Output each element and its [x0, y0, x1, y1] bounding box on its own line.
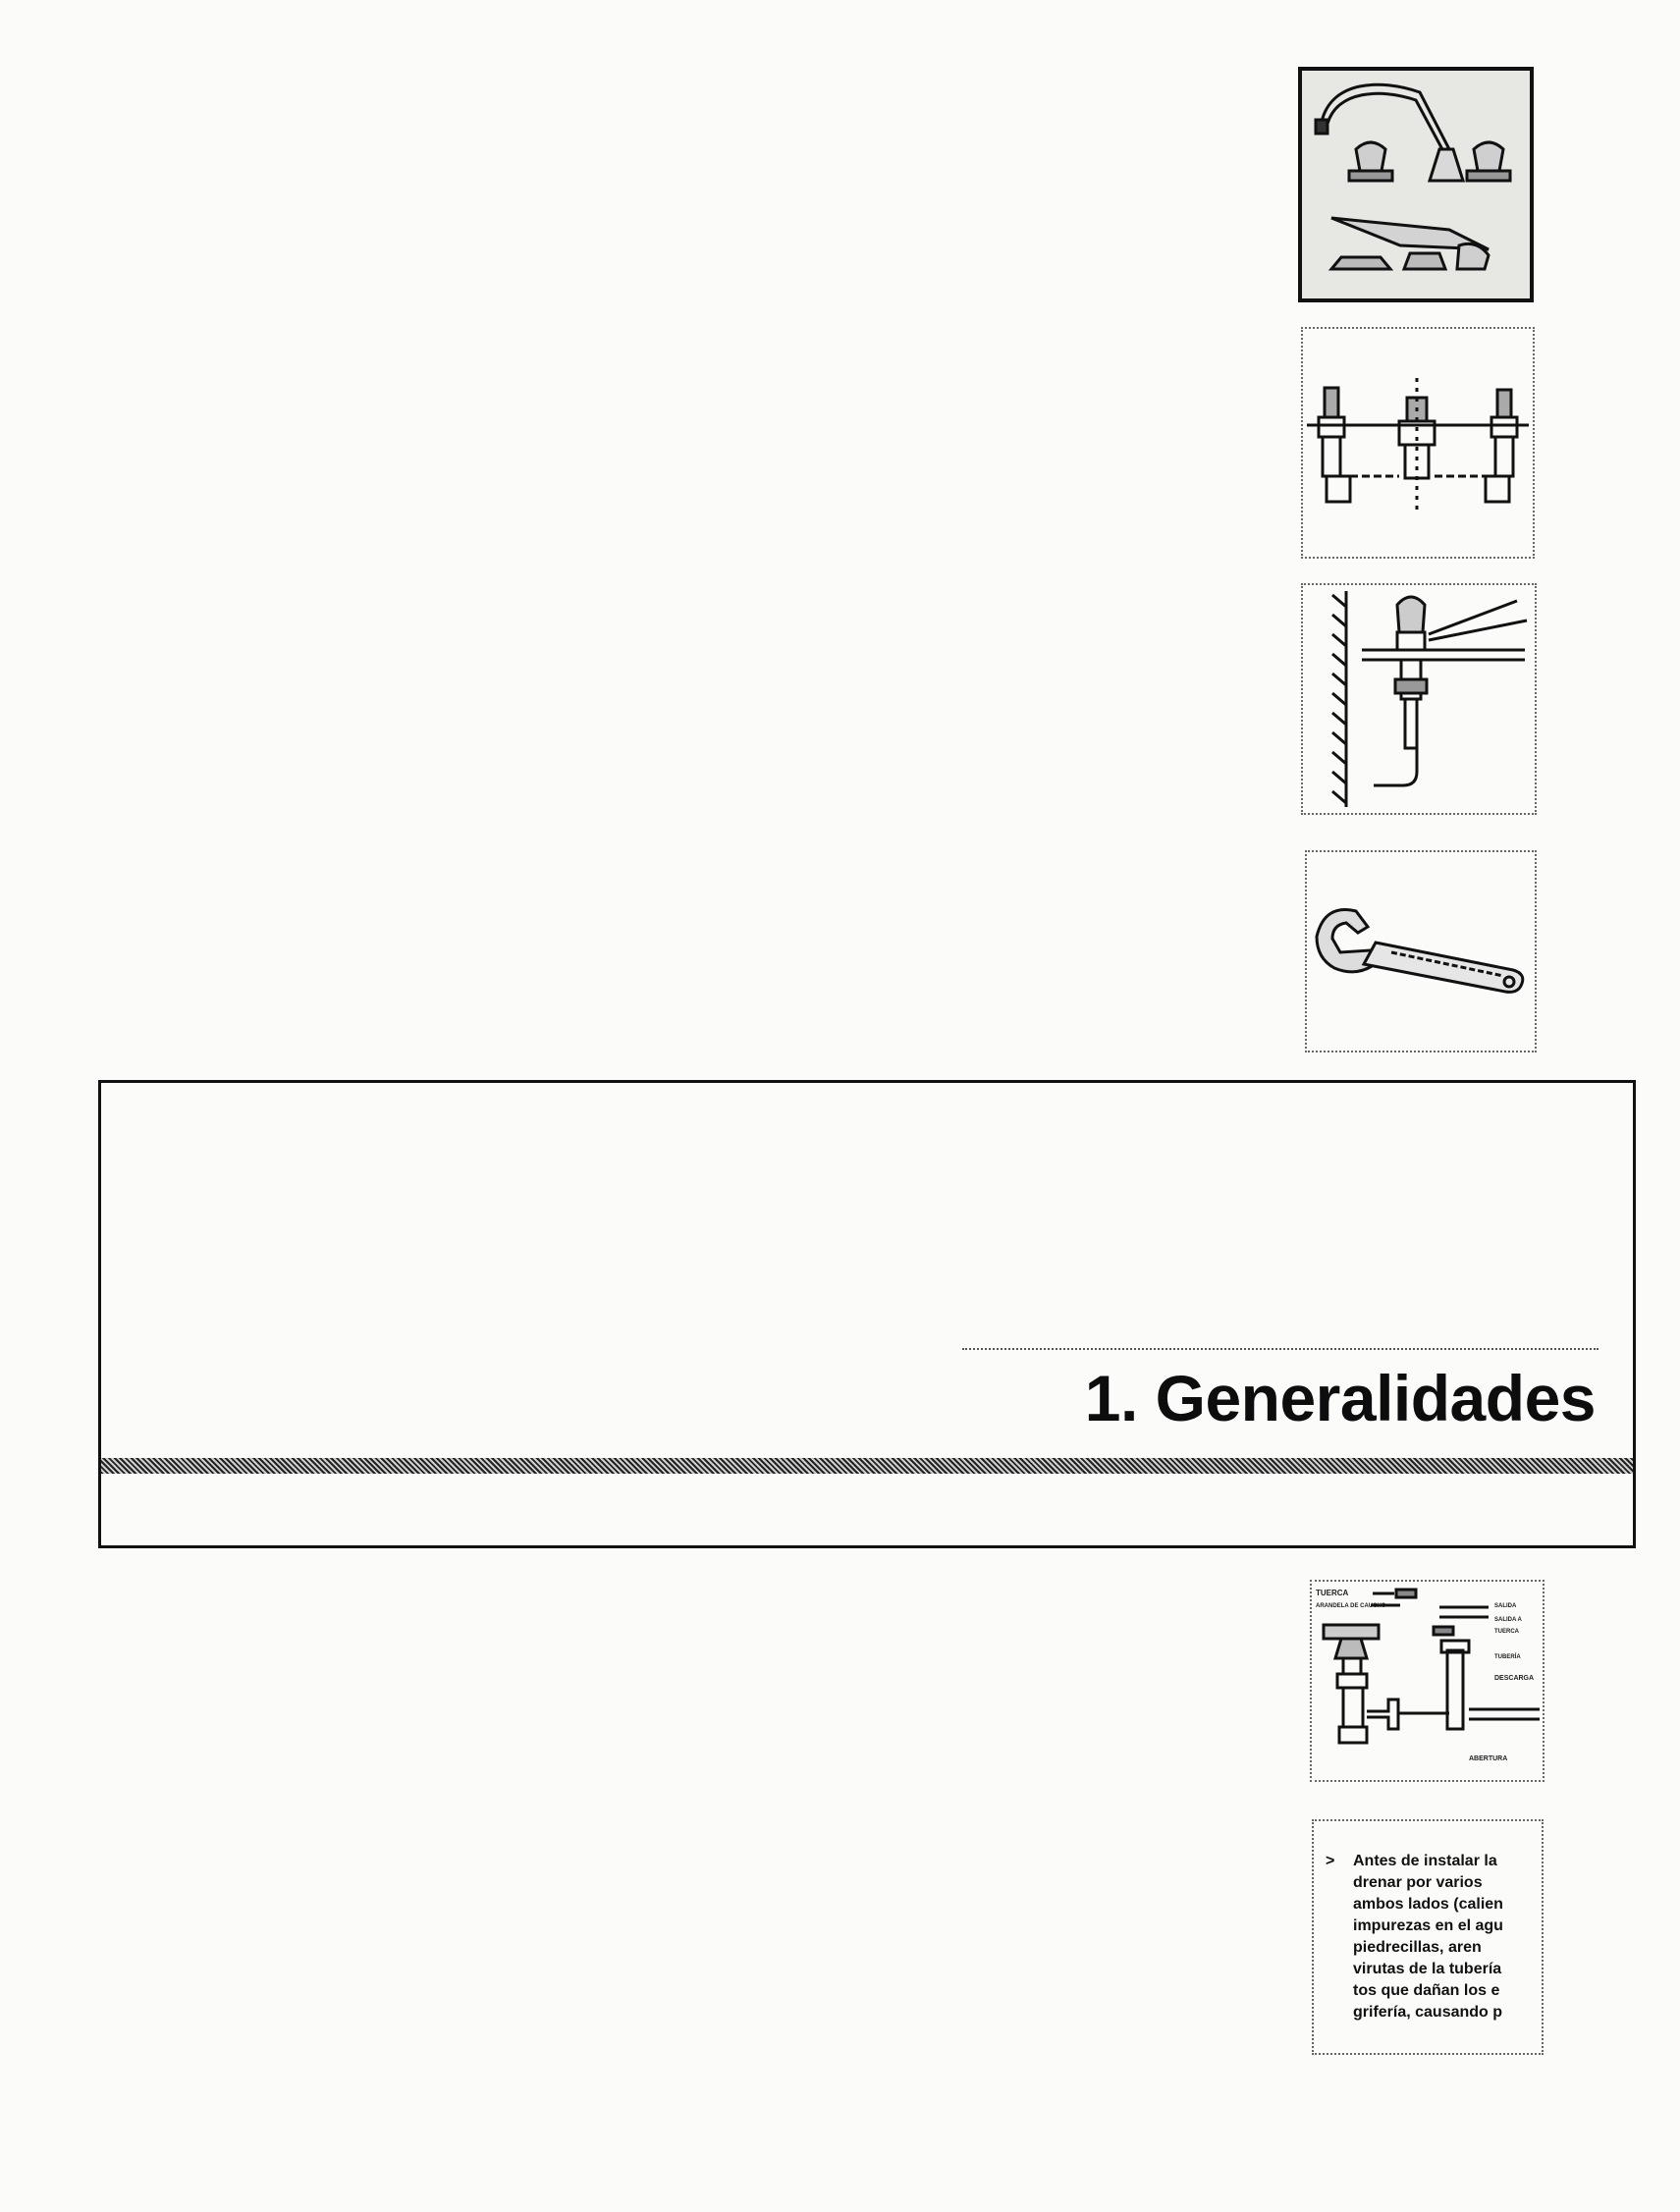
diagram-label-1: TUERCA	[1316, 1589, 1349, 1597]
hatched-band	[101, 1458, 1633, 1474]
wrench-icon	[1307, 852, 1535, 1051]
snippet-line: virutas de la tubería	[1353, 1961, 1502, 1977]
diagram-label-2: ARANDELA DE CAUCHO	[1316, 1603, 1386, 1609]
wrench-illustration	[1305, 850, 1537, 1052]
diagram-label-3: SALIDA	[1494, 1603, 1517, 1609]
snippet-line: Antes de instalar la	[1353, 1853, 1497, 1869]
title-rule	[962, 1348, 1599, 1350]
snippet-line: drenar por varios	[1353, 1874, 1483, 1891]
diagram-label-4: SALIDA A	[1494, 1617, 1522, 1623]
diagram-label-5: TUERCA	[1494, 1629, 1519, 1635]
wall-valve-icon	[1303, 585, 1535, 813]
chapter-title: 1. Generalidades	[1084, 1362, 1596, 1434]
snippet-line: ambos lados (calien	[1353, 1896, 1503, 1913]
faucet-icon	[1302, 71, 1530, 298]
bullet-marker: >	[1326, 1853, 1335, 1869]
diagram-label-8: ABERTURA	[1469, 1755, 1508, 1762]
snippet-line: impurezas en el agu	[1353, 1917, 1503, 1934]
valve-assembly-icon	[1303, 329, 1533, 557]
snippet-line: grifería, causando p	[1353, 2004, 1503, 2021]
snippet-line: piedrecillas, aren	[1353, 1939, 1482, 1956]
snippet-line: tos que dañan los e	[1353, 1982, 1500, 1999]
instructions-snippet	[1312, 1819, 1544, 2055]
snippet-text	[1326, 1851, 1544, 2023]
diagram-label-6: TUBERÍA	[1494, 1654, 1521, 1660]
valve-assembly-illustration	[1301, 327, 1535, 559]
faucet-illustration	[1298, 67, 1534, 302]
wall-mount-valve-illustration	[1301, 583, 1537, 815]
diagram-icon	[1312, 1582, 1543, 1780]
installation-diagram	[1310, 1580, 1545, 1782]
diagram-label-7: DESCARGA	[1494, 1675, 1535, 1682]
chapter-header-box	[98, 1080, 1636, 1548]
